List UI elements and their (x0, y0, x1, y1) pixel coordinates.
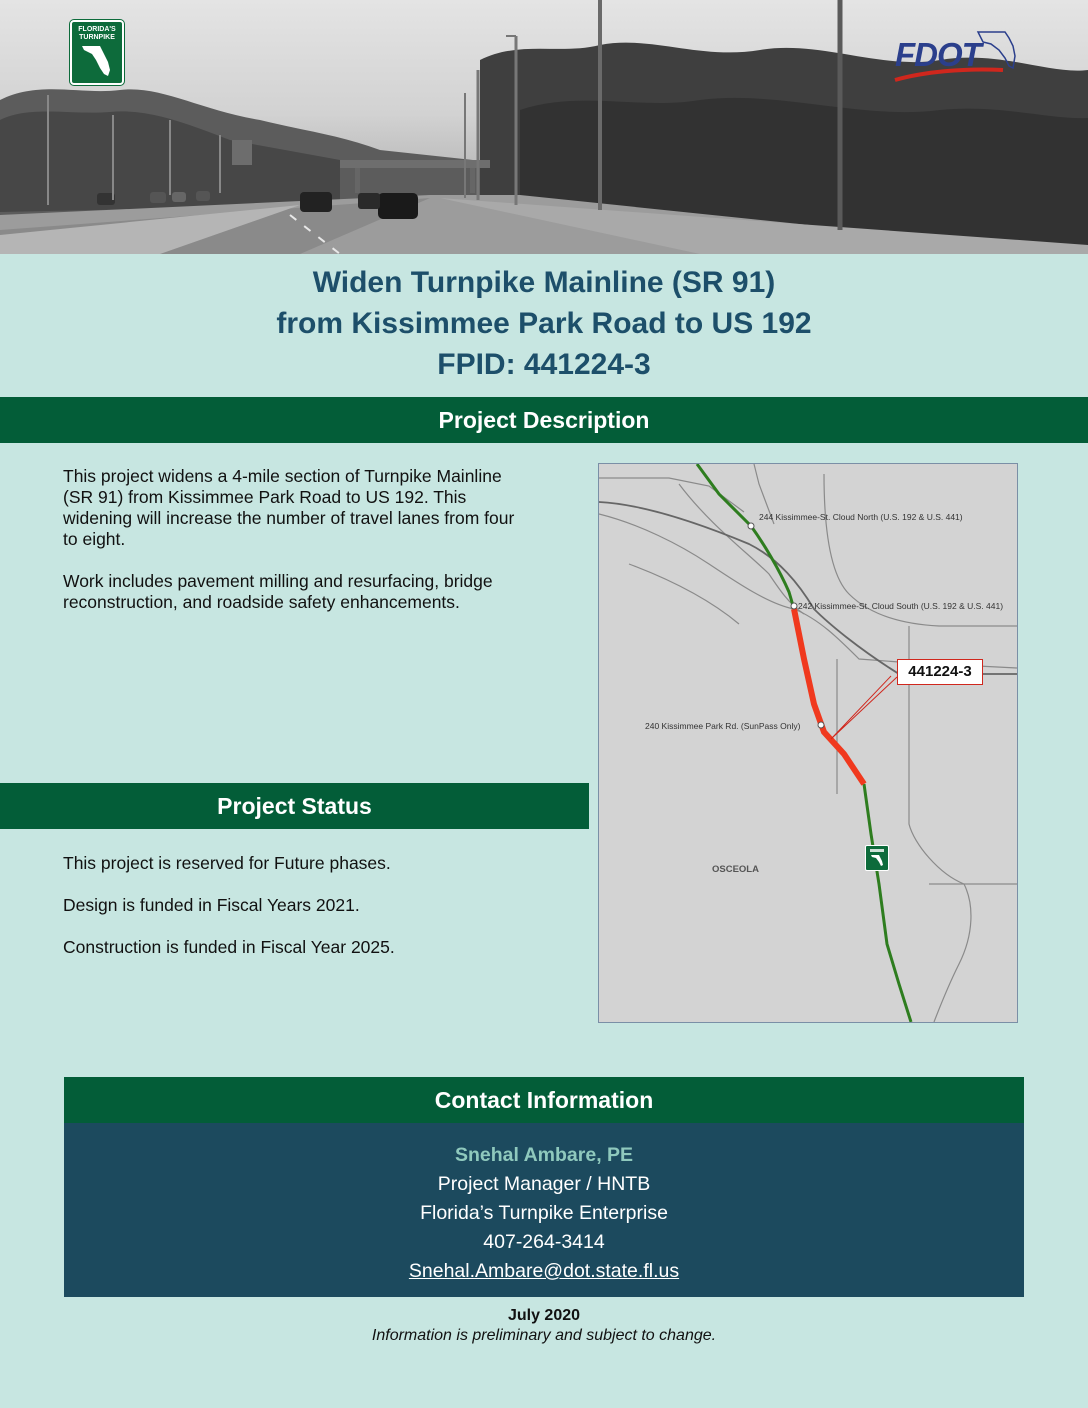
footer (0, 1306, 1088, 1346)
project-description-heading: Project Description (0, 397, 1088, 443)
title-line-2: from Kissimmee Park Road to US 192 (276, 307, 812, 340)
map-project-callout: 441224-3 (897, 659, 983, 685)
contact-email-link[interactable]: Snehal.Ambare@dot.state.fl.us (408, 1260, 680, 1282)
turnpike-logo-text: FLORIDA'S TURNPIKE (78, 26, 116, 41)
contact-name: Snehal Ambare, PE (454, 1144, 634, 1166)
status-line-2: Design is funded in Fiscal Years 2021. (63, 895, 360, 915)
turnpike-shield-icon (865, 845, 889, 871)
status-line-3: Construction is funded in Fiscal Year 2025. (63, 937, 395, 957)
footer-date: July 2020 (507, 1307, 581, 1324)
title-line-1: Widen Turnpike Mainline (SR 91) (312, 266, 776, 299)
contact-information-box (64, 1077, 1024, 1297)
page-title (0, 262, 1088, 385)
title-line-fpid: FPID: 441224-3 (437, 348, 651, 381)
contact-phone: 407-264-3414 (483, 1231, 605, 1253)
contact-details (64, 1123, 1024, 1297)
project-status-heading: Project Status (0, 783, 589, 829)
project-location-map (598, 463, 1018, 1023)
description-paragraph-1: This project widens a 4-mile section of Turnpike Mainline (SR 91) from Kissimmee Park Road to US 192. This widening will increase the number of travel lanes from four to eight. (63, 466, 515, 549)
fdot-logo (893, 28, 1018, 86)
project-description-text (63, 466, 523, 634)
contact-organization: Florida’s Turnpike Enterprise (420, 1202, 668, 1224)
map-county-label: OSCEOLA (712, 864, 759, 875)
fdot-logo-text: FDOT (895, 36, 981, 73)
florida-shape-icon (82, 44, 112, 78)
footer-disclaimer: Information is preliminary and subject to change. (371, 1327, 717, 1344)
contact-heading: Contact Information (64, 1077, 1024, 1123)
map-label-exit-244: 244 Kissimmee-St. Cloud North (U.S. 192 & U.S. 441) (759, 512, 963, 522)
contact-role: Project Manager / HNTB (437, 1173, 651, 1195)
map-label-exit-242: 242 Kissimmee-St. Cloud South (U.S. 192 & U.S. 441) (798, 601, 1004, 611)
map-label-exit-240: 240 Kissimmee Park Rd. (SunPass Only) (645, 721, 801, 731)
header-highway-photo (0, 0, 1088, 254)
status-line-1: This project is reserved for Future phases. (63, 853, 391, 873)
map-roads (599, 464, 1017, 1022)
florida-turnpike-logo (70, 20, 124, 85)
project-status-text (63, 853, 563, 979)
description-paragraph-2: Work includes pavement milling and resurfacing, bridge reconstruction, and roadside safety enhancements. (63, 571, 493, 612)
